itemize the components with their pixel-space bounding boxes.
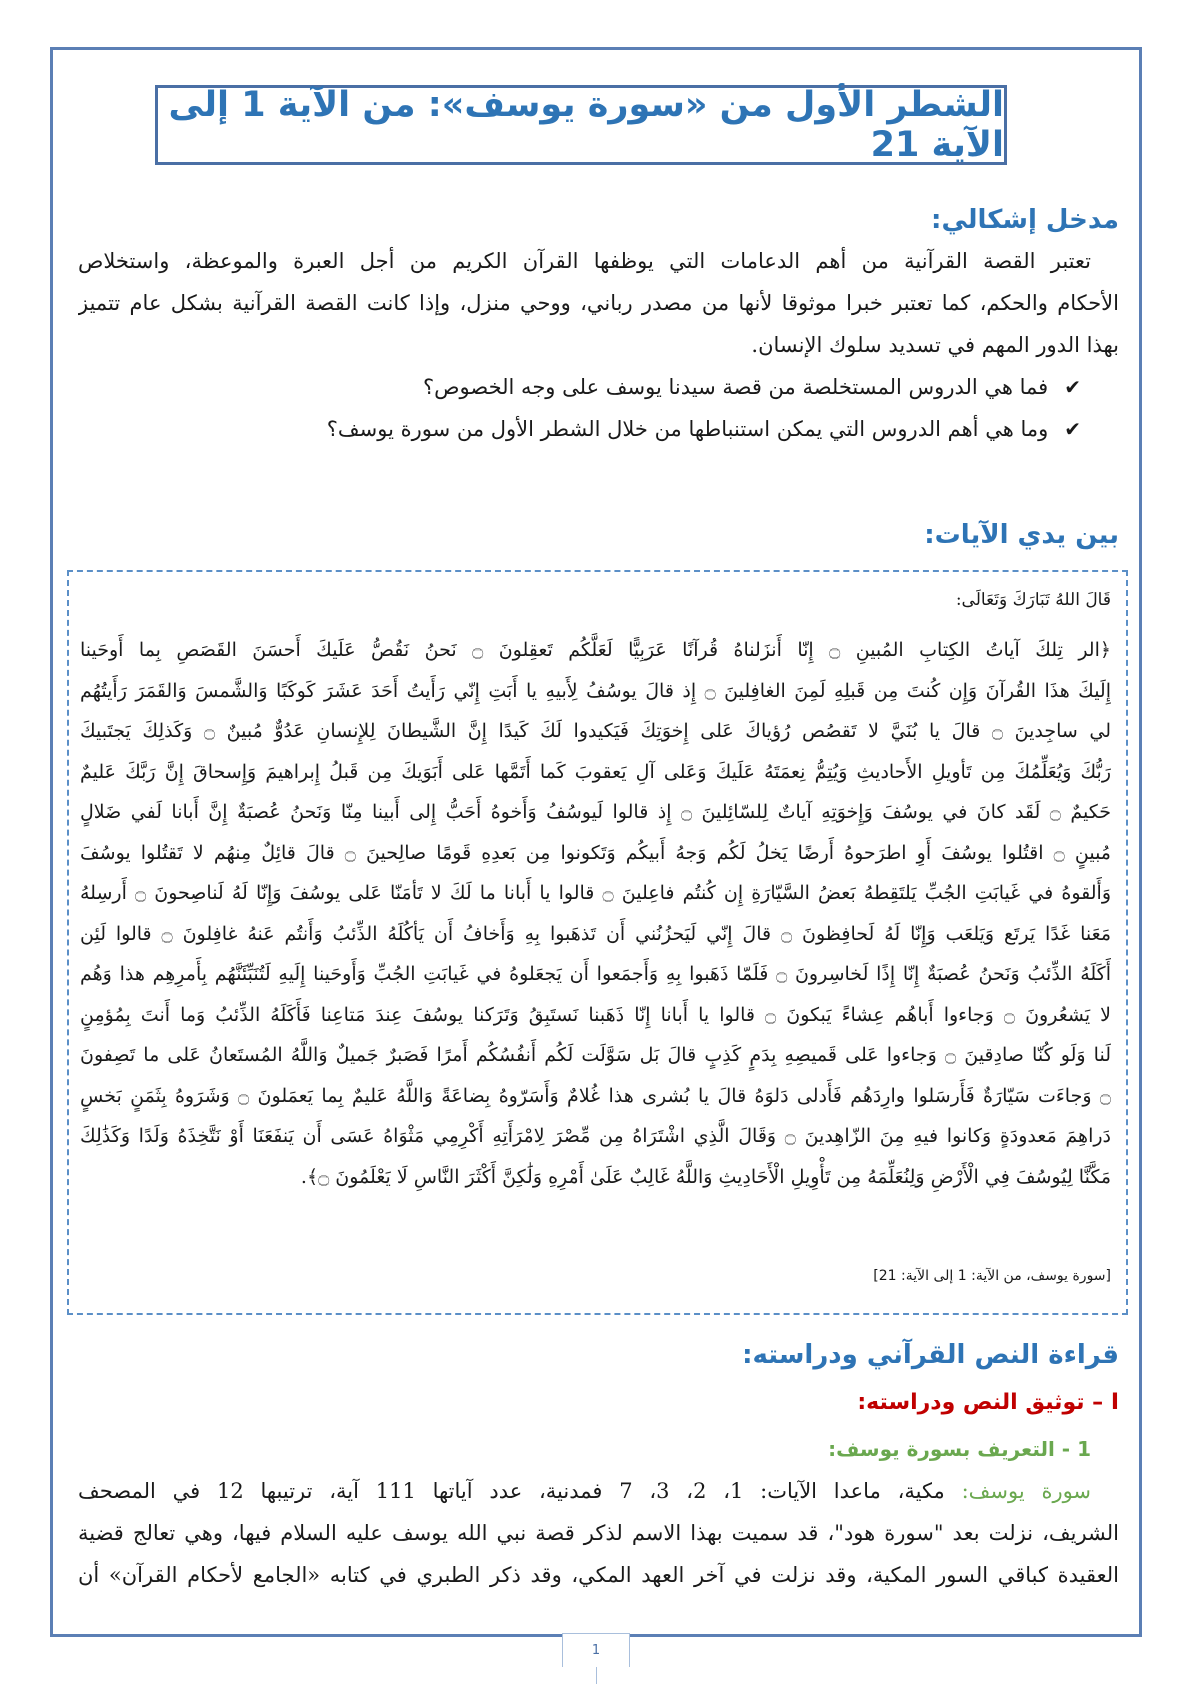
verse-line: لي ساجِدينَ ۝ قالَ يا بُنَيَّ لا تَقصُص رُؤياكَ عَلى إِخوَتِكَ فَيَكيدوا لَكَ كَيدًا إِنَّ الشَّيطانَ لِلإِنسانِ عَدُوٌّ مُبينٌ ۝ وَكَذلِكَ يَجتَبيكَ bbox=[80, 720, 1111, 742]
verses-text bbox=[80, 630, 1111, 1197]
question-item bbox=[200, 408, 1119, 450]
verse-line: رَبُّكَ وَيُعَلِّمُكَ مِن تَأويلِ الأَحاديثِ وَيُتِمُّ نِعمَتَهُ عَلَيكَ وَعَلى آلِ يَعقوبَ كَما أَتَمَّها عَلى أَبَوَيكَ مِن قَبلُ إِبراهيمَ وَإِسحاقَ إِنَّ رَبَّكَ عَليمٌ bbox=[80, 760, 1111, 783]
verse-line: إِلَيكَ هذَا القُرآنَ وَإِن كُنتَ مِن قَبلِهِ لَمِنَ الغافِلينَ ۝ إِذ قالَ يوسُفُ لِأَبيهِ يا أَبَتِ إِنّي رَأَيتُ أَحَدَ عَشَرَ كَوكَبًا وَالشَّمسَ وَالقَمَرَ رَأَيتُهُم bbox=[80, 679, 1111, 702]
surah-line-text: مكية، ماعدا الآيات: 1، 2، 3، 7 فمدنية، عدد آياتها 111 آية، ترتيبها 12 في المصحف bbox=[78, 1479, 962, 1503]
question-item bbox=[200, 366, 1119, 408]
verse-line: وَأَلقوهُ في غَيابَتِ الجُبِّ يَلتَقِطهُ بَعضُ السَّيّارَةِ إِن كُنتُم فاعِلينَ ۝ قالوا يا أَبانا ما لَكَ لا تَأمَنّا عَلى يوسُفَ وَإِنّا لَهُ لَناصِحونَ ۝ أَرسِلهُ bbox=[80, 882, 1111, 904]
surah-line: الشريف، نزلت بعد "سورة هود"، قد سميت بهذا الاسم لذكر قصة نبي الله يوسف عليه السلام فيها، وهي تعالج قضية bbox=[78, 1521, 1119, 1545]
reading-heading: قراءة النص القرآني ودراسته: bbox=[742, 1340, 1119, 1370]
verse-line: حَكيمٌ ۝ لَقَد كانَ في يوسُفَ وَإِخوَتِهِ آياتٌ لِلسّائِلينَ ۝ إِذ قالوا لَيوسُفُ وَأَخوهُ أَحَبُّ إِلى أَبينا مِنّا وَنَحنُ عُصبَةٌ إِنَّ أَبانا لَفي ضَلالٍ bbox=[80, 801, 1111, 823]
verse-line: ﴿الر تِلكَ آياتُ الكِتابِ المُبينِ ۝ إِنّا أَنزَلناهُ قُرآنًا عَرَبِيًّا لَعَلَّكُم تَعقِلونَ ۝ نَحنُ نَقُصُّ عَلَيكَ أَحسَنَ القَصَصِ بِما أَوحَينا bbox=[80, 639, 1111, 661]
verse-line: مُبينٍ ۝ اقتُلوا يوسُفَ أَوِ اطرَحوهُ أَرضًا يَخلُ لَكُم وَجهُ أَبيكُم وَتَكونوا مِن بَعدِهِ قَومًا صالِحينَ ۝ قالَ قائِلٌ مِنهُم لا تَقتُلوا يوسُفَ bbox=[80, 841, 1111, 864]
verse-line: ۝ وَجاءَت سَيّارَةٌ فَأَرسَلوا وارِدَهُم فَأَدلى دَلوَهُ قالَ يا بُشرى هذا غُلامٌ وَأَسَرّوهُ بِضاعَةً وَاللَّهُ عَليمٌ بِما يَعمَلونَ ۝ وَشَرَوهُ بِثَمَنٍ بَخسٍ bbox=[80, 1084, 1111, 1107]
verse-line: لَنا وَلَو كُنّا صادِقينَ ۝ وَجاءوا عَلى قَميصِهِ بِدَمٍ كَذِبٍ قالَ بَل سَوَّلَت لَكُم أَنفُسُكُم أَمرًا فَصَبرٌ جَميلٌ وَاللَّهُ المُستَعانُ عَلى ما تَصِفونَ bbox=[80, 1044, 1111, 1066]
verses-reference: [سورة يوسف، من الآية: 1 إلى الآية: 21] bbox=[873, 1268, 1111, 1284]
intro-heading: مدخل إشكالي: bbox=[931, 205, 1119, 235]
surah-label: سورة يوسف: bbox=[961, 1479, 1092, 1503]
intro-line: بهذا الدور المهم في تسديد سلوك الإنسان. bbox=[751, 333, 1119, 357]
page-number: 1 bbox=[562, 1633, 630, 1667]
intro-line: الأحكام والحكم، كما تعتبر خبرا موثوقا لأنها من مصدر رباني، ووحي منزل، وإذا كانت القصة القرآنية بشكل عام تتميز bbox=[78, 291, 1119, 315]
intro-paragraph bbox=[78, 240, 1119, 366]
surah-line bbox=[78, 1470, 1119, 1512]
page-title: الشطر الأول من «سورة يوسف»: من الآية 1 إلى الآية 21 bbox=[168, 85, 1004, 165]
surah-paragraph bbox=[78, 1470, 1119, 1596]
subsection-heading: 1 - التعريف بسورة يوسف: bbox=[828, 1437, 1091, 1461]
question-text: فما هي الدروس المستخلصة من قصة سيدنا يوسف على وجه الخصوص؟ bbox=[423, 375, 1049, 399]
page-number-connector bbox=[596, 1667, 597, 1684]
question-list bbox=[200, 366, 1119, 450]
checkmark-icon: ✔ bbox=[1064, 417, 1081, 441]
verse-line: دَراهِمَ مَعدودَةٍ وَكانوا فيهِ مِنَ الزّاهِدينَ ۝ وَقَالَ الَّذِي اشْتَرَاهُ مِن مِّصْرَ لِامْرَأَتِهِ أَكْرِمِي مَثْوَاهُ عَسَى أَن يَنفَعَنَا أَوْ نَتَّخِذَهُ وَلَدًا وَكَذَٰلِكَ bbox=[80, 1125, 1111, 1147]
question-text: وما هي أهم الدروس التي يمكن استنباطها من خلال الشطر الأول من سورة يوسف؟ bbox=[326, 417, 1049, 441]
verse-line: أَكَلَهُ الذِّئبُ وَنَحنُ عُصبَةٌ إِنّا إِذًا لَخاسِرونَ ۝ فَلَمّا ذَهَبوا بِهِ وَأَجمَعوا أَن يَجعَلوهُ في غَيابَتِ الجُبِّ وَأَوحَينا إِلَيهِ لَتُنَبِّئَنَّهُم بِأَمرِهِم هذا وَهُم bbox=[80, 963, 1111, 985]
verses-intro: قَالَ اللهُ تَبَارَكَ وَتَعَالَى: bbox=[955, 590, 1111, 610]
intro-line: تعتبر القصة القرآنية من أهم الدعامات التي يوظفها القرآن الكريم من أجل العبرة والموعظة، واستخلاص bbox=[78, 249, 1091, 273]
title-box bbox=[155, 85, 1007, 165]
verse-line: مَعَنا غَدًا يَرتَع وَيَلعَب وَإِنّا لَهُ لَحافِظونَ ۝ قالَ إِنّي لَيَحزُنُني أَن تَذهَبوا بِهِ وَأَخافُ أَن يَأكُلَهُ الذِّئبُ وَأَنتُم عَنهُ غافِلونَ ۝ قالوا لَئِن bbox=[80, 922, 1111, 945]
section-heading: I – توثيق النص ودراسته: bbox=[857, 1390, 1119, 1415]
verse-line: مَكَّنَّا لِيُوسُفَ فِي الْأَرْضِ وَلِنُعَلِّمَهُ مِن تَأْوِيلِ الْأَحَادِيثِ وَاللَّهُ غَالِبٌ عَلَىٰ أَمْرِهِ وَلَٰكِنَّ أَكْثَرَ النَّاسِ لَا يَعْلَمُونَ ۝﴾. bbox=[300, 1165, 1111, 1188]
surah-line: العقيدة كباقي السور المكية، وقد نزلت في آخر العهد المكي، وقد ذكر الطبري في كتابه «الجامع لأحكام القرآن» أن bbox=[78, 1563, 1119, 1587]
verse-line: لا يَشعُرونَ ۝ وَجاءوا أَباهُم عِشاءً يَبكونَ ۝ قالوا يا أَبانا إِنّا ذَهَبنا نَستَبِقُ وَتَرَكنا يوسُفَ عِندَ مَتاعِنا فَأَكَلَهُ الذِّئبُ وَما أَنتَ بِمُؤمِنٍ bbox=[80, 1003, 1111, 1026]
verses-heading: بين يدي الآيات: bbox=[924, 520, 1119, 550]
checkmark-icon: ✔ bbox=[1064, 375, 1081, 399]
